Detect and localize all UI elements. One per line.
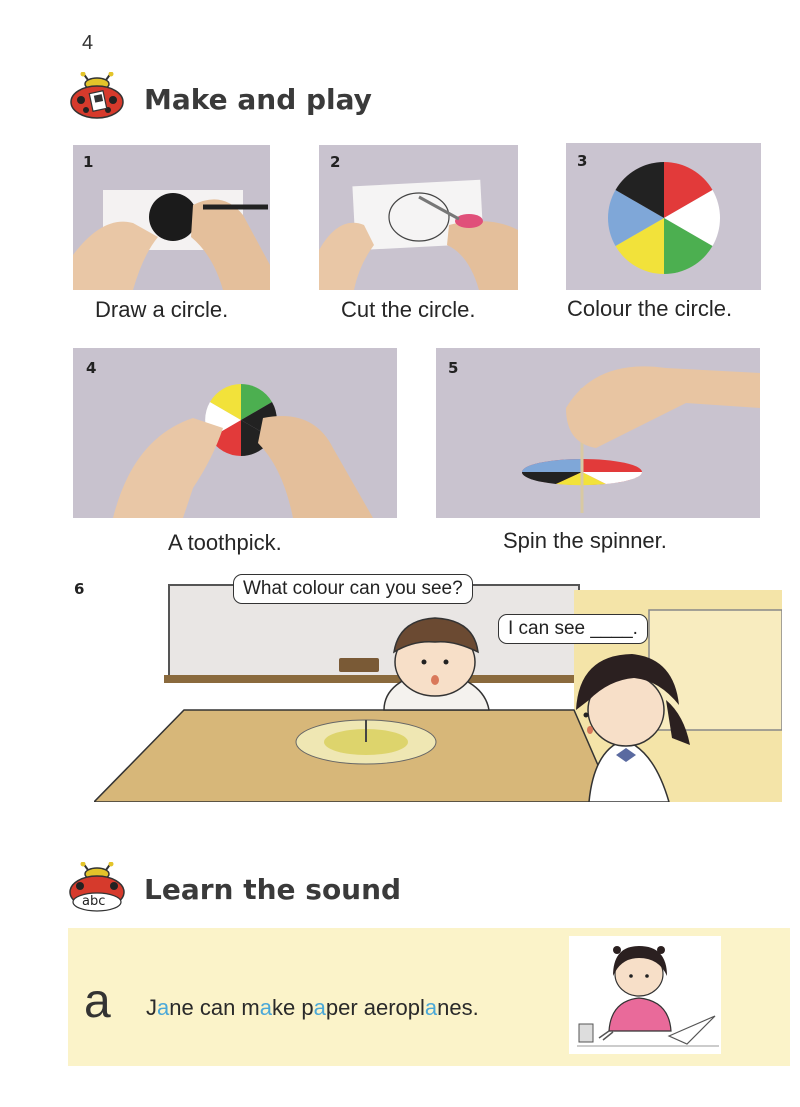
step-caption: A toothpick. [168,530,282,555]
step-number: 5 [448,359,459,377]
ladybug-abc-icon [66,862,128,914]
step-4-photo [73,348,397,518]
step-number: 4 [86,359,97,377]
sentence-highlight: a [259,995,272,1020]
target-letter: a [84,975,111,1028]
step-caption: Spin the spinner. [503,528,667,553]
abc-label: abc [82,894,106,909]
step-number: 1 [83,153,94,171]
step-3-photo [566,143,761,290]
sentence-part: J [146,995,157,1020]
step-number: 2 [330,153,341,171]
step-number: 3 [577,152,588,170]
example-sentence [146,995,479,1021]
step-5-photo [436,348,760,518]
sentence-highlight: a [313,995,326,1020]
section-title-make-and-play: Make and play [144,83,372,116]
step-caption: Cut the circle. [341,297,476,322]
speech-bubble-girl: I can see ____. [498,614,648,644]
sentence-highlight: a [157,995,170,1020]
step-caption: Draw a circle. [95,297,229,322]
sentence-highlight: a [424,995,438,1020]
sentence-part: ne can m [169,995,260,1020]
step-caption: Colour the circle. [567,296,733,321]
girl-paper-planes-illustration [569,936,721,1054]
speech-bubble-boy: What colour can you see? [233,574,473,604]
classroom-scene-illustration [94,570,782,802]
sentence-part: nes. [437,995,479,1020]
sentence-part: per aeropl [325,995,425,1020]
step-2-photo [319,145,518,290]
sentence-part: ke p [272,995,314,1020]
step-number: 6 [74,580,85,598]
step-1-photo [73,145,270,290]
page-number: 4 [82,32,94,54]
ladybug-book-icon [68,72,126,120]
section-title-learn-the-sound: Learn the sound [144,873,402,906]
